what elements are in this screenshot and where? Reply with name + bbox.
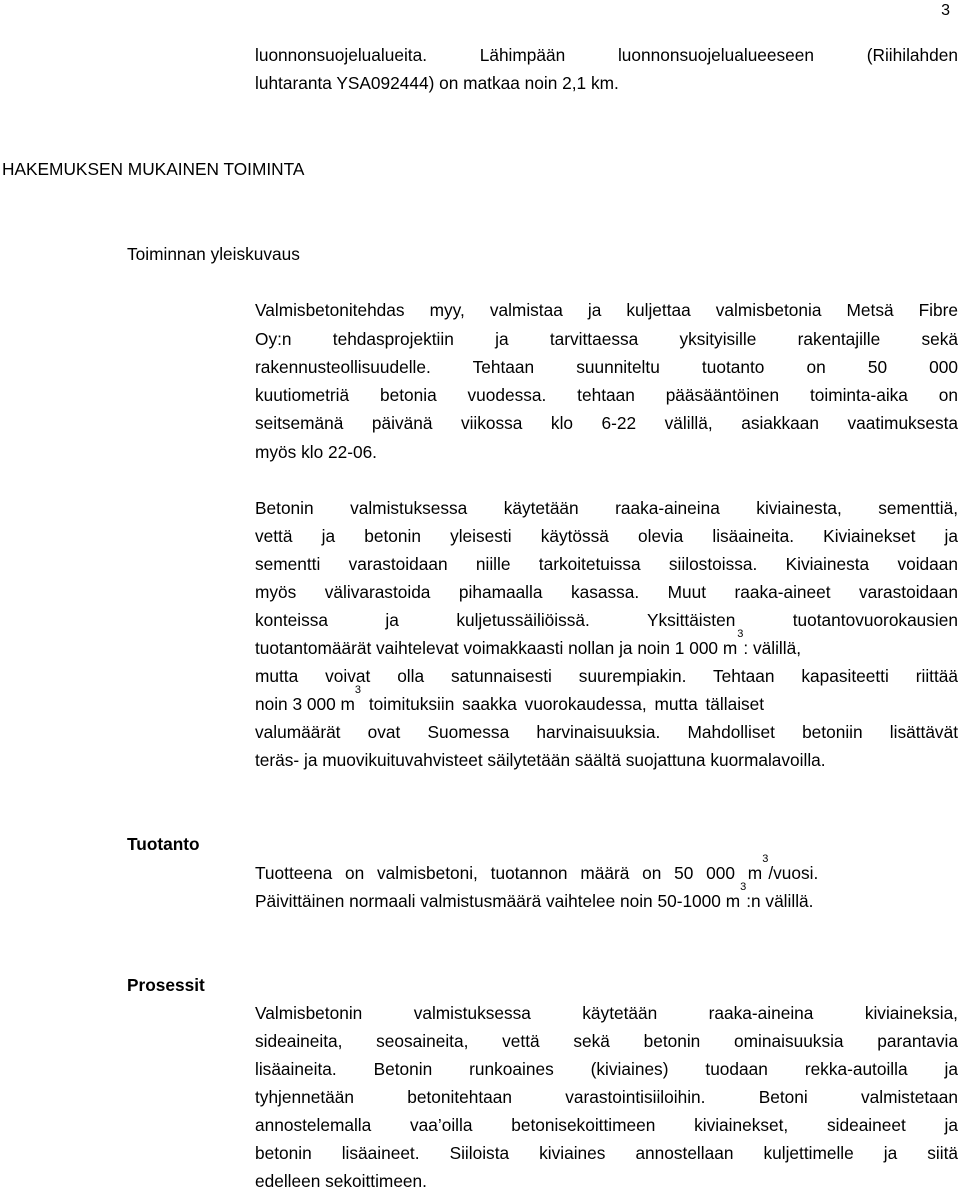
paragraph-line: kuutiometriä betonia vuodessa. tehtaan pääsääntöinen toiminta-aika on [255, 385, 958, 405]
paragraph-line: Valmisbetonin valmistuksessa käytetään raaka-aineina kiviaineksia, [255, 1003, 958, 1023]
paragraph-line: annostelemalla vaa’oilla betonisekoittimeen kiviainekset, sideaineet ja [255, 1115, 958, 1135]
paragraph-line: teräs- ja muovikuituvahvisteet säilytetään säältä suojattuna kuormalavoilla. [255, 750, 826, 770]
paragraph-line: vettä ja betonin yleisesti käytössä olevia lisäaineita. Kiviainekset ja [255, 526, 958, 546]
paragraph-text: tuotantomäärät vaihtelevat voimakkaasti nollan ja noin 1 000 $m^3$: välillä, [255, 628, 801, 658]
section-heading: HAKEMUKSEN MUKAINEN TOIMINTA [2, 159, 305, 179]
paragraph-line: betonin lisäaineet. Siiloista kiviaines annostellaan kuljettimelle ja siitä [255, 1143, 958, 1163]
prosessit-heading: Prosessit [127, 975, 205, 995]
paragraph-line: lisäaineita. Betonin runkoaines (kiviaines) tuodaan rekka-autoilla ja [255, 1059, 958, 1079]
paragraph-line: tyhjennetään betonitehtaan varastointisiiloihin. Betoni valmistetaan [255, 1087, 958, 1107]
paragraph-line: myös klo 22-06. [255, 442, 377, 462]
paragraph-line: seitsemänä päivänä viikossa klo 6-22 välillä, asiakkaan vaatimuksesta [255, 413, 958, 433]
paragraph-line: valumäärät ovat Suomessa harvinaisuuksia. Mahdolliset betoniin lisättävät [255, 722, 958, 742]
paragraph-line: sementti varastoidaan niille tarkoitetuissa siilostoissa. Kiviainesta voidaan [255, 554, 958, 574]
tuotanto-heading: Tuotanto [127, 834, 200, 854]
paragraph-line: Betonin valmistuksessa käytetään raaka-aineina kiviainesta, sementtiä, [255, 498, 958, 518]
paragraph-line: Oy:n tehdasprojektiin ja tarvittaessa yksityisille rakentajille sekä [255, 329, 958, 349]
paragraph-line: Valmisbetonitehdas myy, valmistaa ja kuljettaa valmisbetonia Metsä Fibre [255, 300, 958, 320]
paragraph-line: mutta voivat olla satunnaisesti suurempiakin. Tehtaan kapasiteetti riittää [255, 666, 958, 686]
paragraph-line [255, 628, 958, 659]
paragraph-line: myös välivarastoida pihamaalla kasassa. Muut raaka-aineet varastoidaan [255, 582, 958, 602]
page-number: 3 [941, 2, 950, 19]
paragraph-line: edelleen sekoittimeen. [255, 1171, 427, 1191]
paragraph-line: noin 3 000 $m^3$ toimituksiin saakka vuorokaudessa, mutta tällaiset [255, 684, 765, 714]
intro-line: luhtaranta YSA092444) on matkaa noin 2,1 km. [255, 73, 619, 93]
paragraph-line: konteissa ja kuljetussäiliöissä. Yksittäisten tuotantovuorokausien [255, 610, 958, 630]
paragraph-line: sideaineita, seosaineita, vettä sekä betonin ominaisuuksia parantavia [255, 1031, 958, 1051]
paragraph-line: Päivittäinen normaali valmistusmäärä vaihtelee noin 50-1000 $m^3:n$ välillä. [255, 881, 814, 911]
intro-line: luonnonsuojelualueita. Lähimpään luonnonsuojelualueeseen (Riihilahden [255, 45, 958, 65]
paragraph-line: Tuotteena on valmisbetoni, tuotannon määrä on 50 000 $m^3$/vuosi. [255, 853, 819, 883]
paragraph-line: rakennusteollisuudelle. Tehtaan suunniteltu tuotanto on 50 000 [255, 357, 958, 377]
subheading: Toiminnan yleiskuvaus [127, 244, 300, 264]
